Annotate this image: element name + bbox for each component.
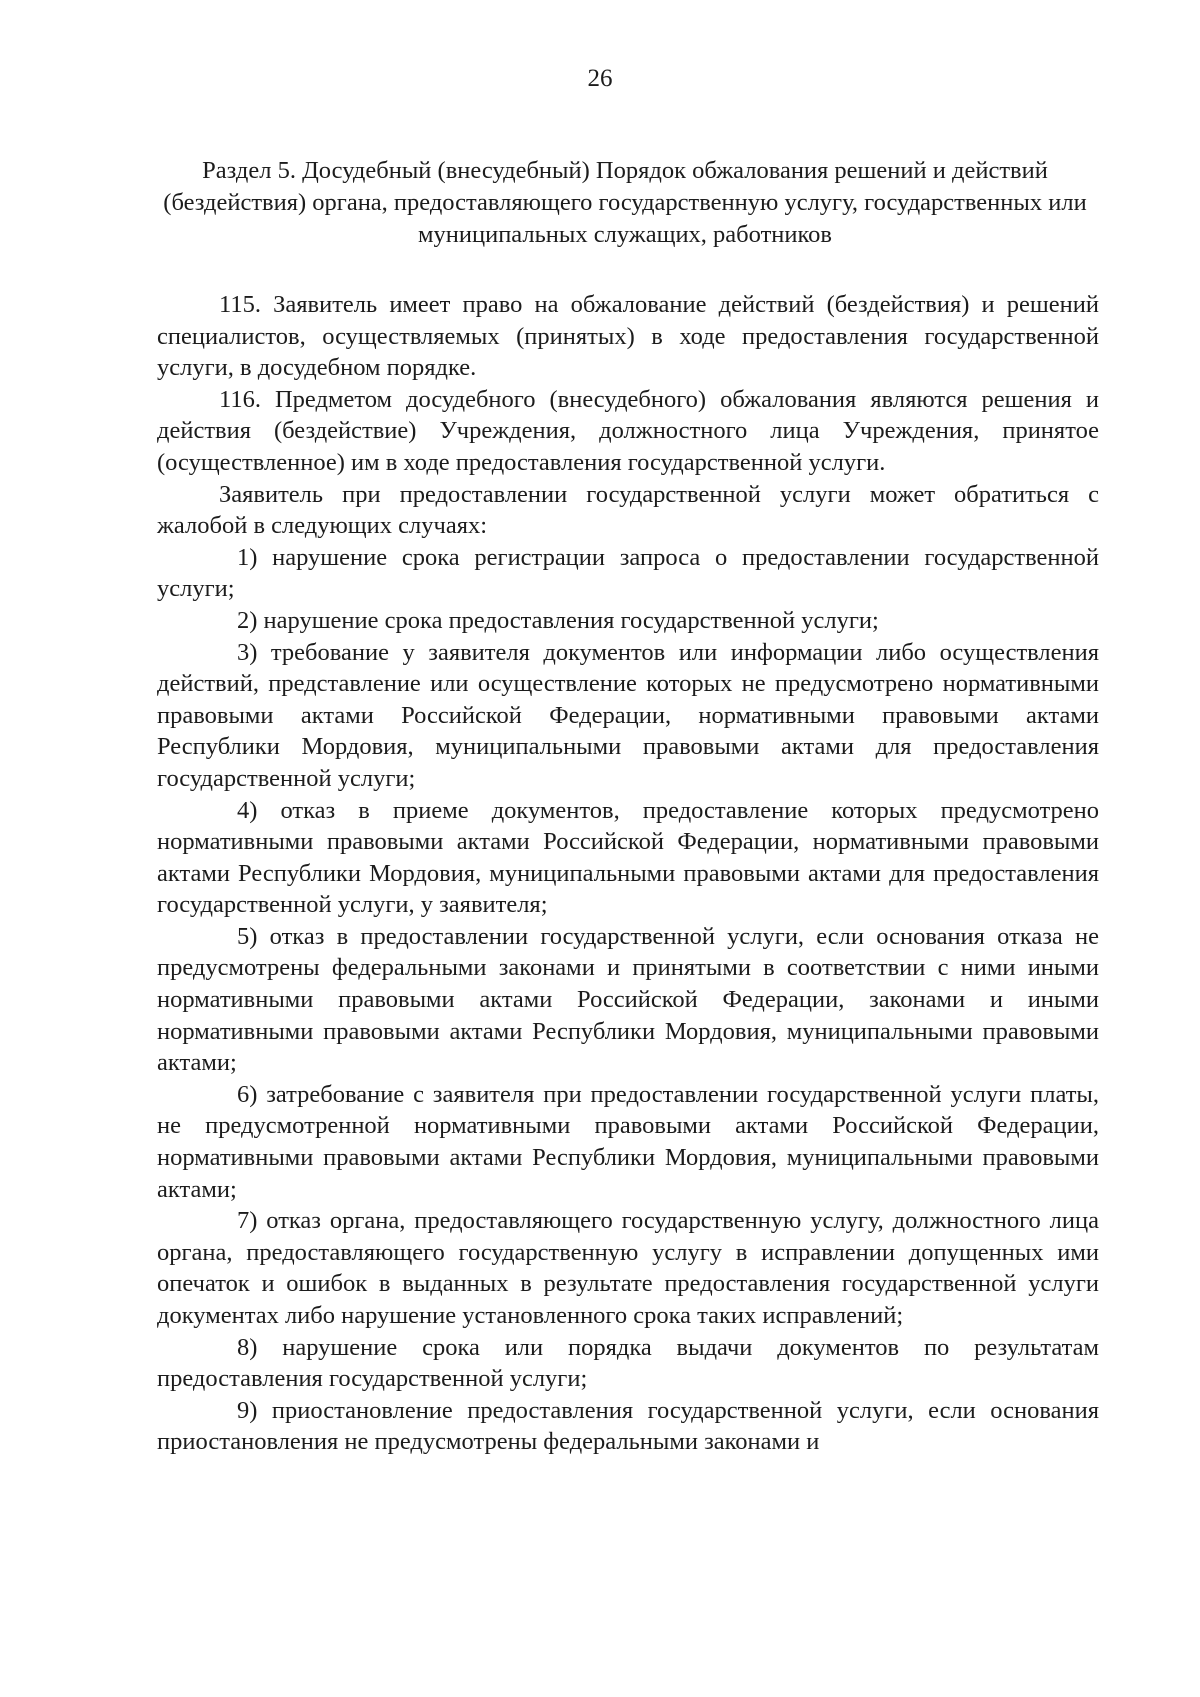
list-item: 4) отказ в приеме документов, предоставление которых предусмотрено нормативными правовыми актами Российской Федерации, нормативными правовыми актами Республики Мордовия, муниципальными правовыми актами для предоставления государственной услуги, у заявителя; — [157, 796, 1099, 919]
list-item: 5) отказ в предоставлении государственной услуги, если основания отказа не предусмотрены федеральными законами и принятыми в соответствии с ними иными нормативными правовыми актами Российской Федерации, законами и иными нормативными правовыми актами Республики Мордовия, муниципальными правовыми актами; — [157, 922, 1099, 1077]
paragraph-116: 116. Предметом досудебного (внесудебного) обжалования являются решения и действия (бездействие) Учреждения, должностного лица Учреждения, принятое (осуществленное) им в ходе предоставления государственной услуги. — [157, 385, 1099, 476]
list-item: 2) нарушение срока предоставления государственной услуги; — [237, 606, 879, 634]
list-item: 1) нарушение срока регистрации запроса о предоставлении государственной услуги; — [157, 543, 1099, 603]
document-body — [157, 289, 1099, 1458]
list-item: 6) затребование с заявителя при предоставлении государственной услуги платы, не предусмотренной нормативными правовыми актами Российской Федерации, нормативными правовыми актами Республики Мордовия, муниципальными правовыми актами; — [157, 1080, 1099, 1203]
list-item: 8) нарушение срока или порядка выдачи документов по результатам предоставления государственной услуги; — [157, 1333, 1099, 1393]
paragraph-115: 115. Заявитель имеет право на обжалование действий (бездействия) и решений специалистов, осуществляемых (принятых) в ходе предоставления государственной услуги, в досудебном порядке. — [157, 291, 1099, 382]
complaint-intro-paragraph: Заявитель при предоставлении государственной услуги может обратиться с жалобой в следующих случаях: — [157, 480, 1099, 540]
section-title: Раздел 5. Досудебный (внесудебный) Порядок обжалования решений и действий (бездействия) органа, предоставляющего государственную услугу, государственных или муниципальных служащих, работников — [163, 157, 1087, 248]
list-item: 7) отказ органа, предоставляющего государственную услугу, должностного лица органа, предоставляющего государственную услугу в исправлении допущенных ими опечаток и ошибок в выданных в результате предоставления государственной услуги документах либо нарушение установленного срока таких исправлений; — [157, 1207, 1099, 1329]
list-item: 3) требование у заявителя документов или информации либо осуществления действий, представление или осуществление которых не предусмотрено нормативными правовыми актами Российской Федерации, нормативными правовыми актами Республики Мордовия, муниципальными правовыми актами для предоставления государственной услуги; — [157, 638, 1099, 792]
page-number: 26 — [587, 65, 613, 92]
list-item: 9) приостановление предоставления государственной услуги, если основания приостановления не предусмотрены федеральными законами и — [157, 1396, 1099, 1456]
